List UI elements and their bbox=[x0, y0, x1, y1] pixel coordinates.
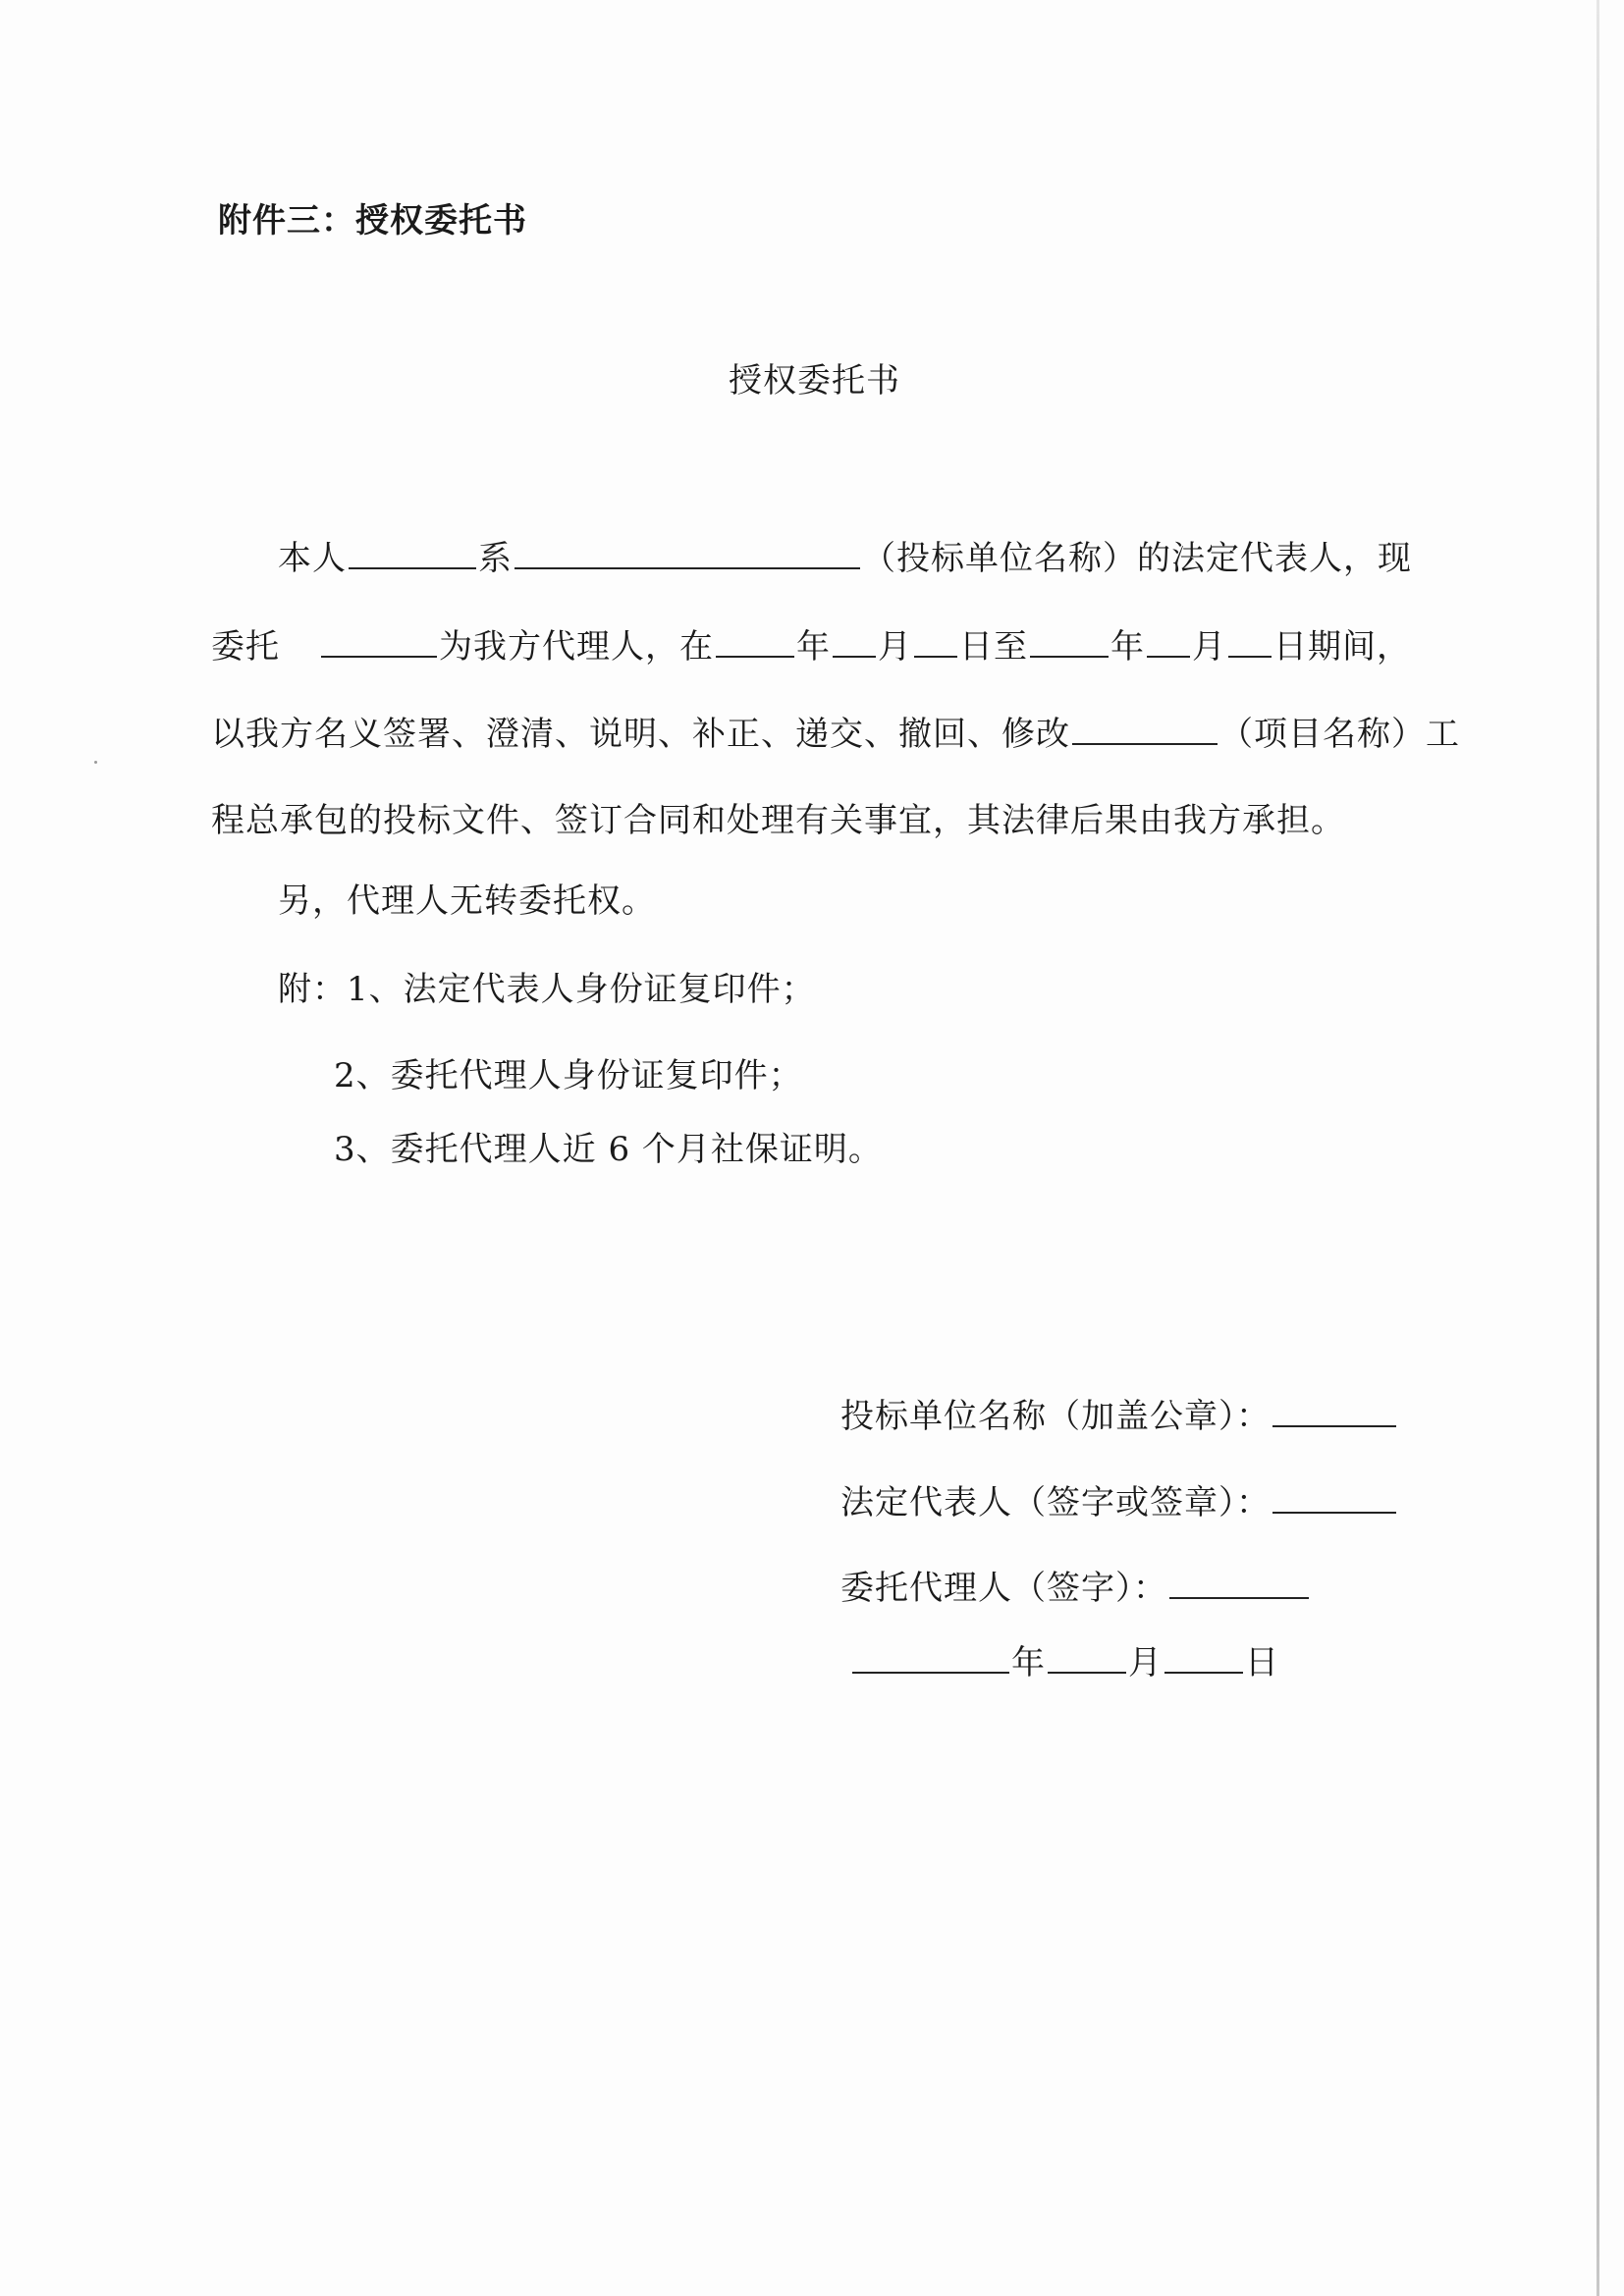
text-segment: （投标单位名称）的法定代表人，现 bbox=[862, 539, 1412, 578]
text-segment: 日期间， bbox=[1273, 627, 1411, 667]
blank-agent-sign bbox=[1169, 1568, 1309, 1599]
signature-company-label: 投标单位名称（加盖公章）： bbox=[840, 1397, 1271, 1436]
blank-date-month bbox=[1048, 1642, 1126, 1674]
blank-legal-rep-sign bbox=[1272, 1482, 1396, 1514]
scan-edge bbox=[1597, 0, 1599, 2296]
date-year-label: 年 bbox=[1011, 1643, 1046, 1682]
blank-project bbox=[1072, 714, 1218, 745]
document-title: 授权委托书 bbox=[729, 361, 900, 400]
attachment-item-3: 3、委托代理人近 6 个月社保证明。 bbox=[334, 1130, 883, 1169]
blank-name bbox=[349, 538, 476, 569]
text-segment: （项目名称）工 bbox=[1219, 715, 1460, 754]
text-segment: 委托 bbox=[211, 627, 280, 667]
blank-end-year bbox=[1030, 626, 1109, 658]
blank-date-year bbox=[852, 1642, 1009, 1674]
para2-no-subdelegation: 另，代理人无转委托权。 bbox=[278, 881, 656, 921]
blank-start-day bbox=[914, 626, 957, 658]
blank-date-day bbox=[1164, 1642, 1243, 1674]
text-segment: 以我方名义签署、澄清、说明、补正、递交、撤回、修改 bbox=[211, 715, 1070, 754]
signature-agent-label: 委托代理人（签字）： bbox=[840, 1569, 1167, 1608]
text-segment: 日至 bbox=[959, 627, 1028, 667]
text-segment: 本人 bbox=[278, 539, 347, 578]
blank-end-day bbox=[1228, 626, 1272, 658]
text-segment: 年 bbox=[796, 627, 831, 667]
blank-start-month bbox=[833, 626, 876, 658]
blank-agent bbox=[321, 626, 437, 658]
date-month-label: 月 bbox=[1128, 1643, 1163, 1682]
attachment-heading: 附件三：授权委托书 bbox=[218, 201, 527, 240]
para1-line2 bbox=[211, 626, 1411, 667]
signature-company-line bbox=[840, 1396, 1398, 1436]
scan-speck bbox=[94, 761, 97, 764]
para1-line3 bbox=[211, 714, 1460, 754]
date-day-label: 日 bbox=[1245, 1643, 1279, 1682]
signature-agent-line bbox=[840, 1568, 1311, 1608]
text-segment: 月 bbox=[1192, 627, 1226, 667]
blank-company-seal bbox=[1272, 1396, 1396, 1427]
blank-company bbox=[514, 538, 860, 569]
text-segment: 年 bbox=[1110, 627, 1145, 667]
text-segment: 系 bbox=[478, 539, 513, 578]
text-segment: 月 bbox=[878, 627, 912, 667]
para1-line4: 程总承包的投标文件、签订合同和处理有关事宜，其法律后果由我方承担。 bbox=[211, 801, 1345, 840]
signature-legal-rep-label: 法定代表人（签字或签章）： bbox=[840, 1483, 1271, 1522]
signature-date-line bbox=[850, 1642, 1279, 1682]
text-segment: 为我方代理人，在 bbox=[439, 627, 714, 667]
blank-end-month bbox=[1147, 626, 1190, 658]
attachment-item-1: 附：1、法定代表人身份证复印件； bbox=[278, 970, 816, 1009]
attachment-item-2: 2、委托代理人身份证复印件； bbox=[334, 1056, 803, 1095]
blank-start-year bbox=[716, 626, 794, 658]
para1-line1 bbox=[278, 538, 1412, 578]
signature-legal-rep-line bbox=[840, 1482, 1398, 1522]
